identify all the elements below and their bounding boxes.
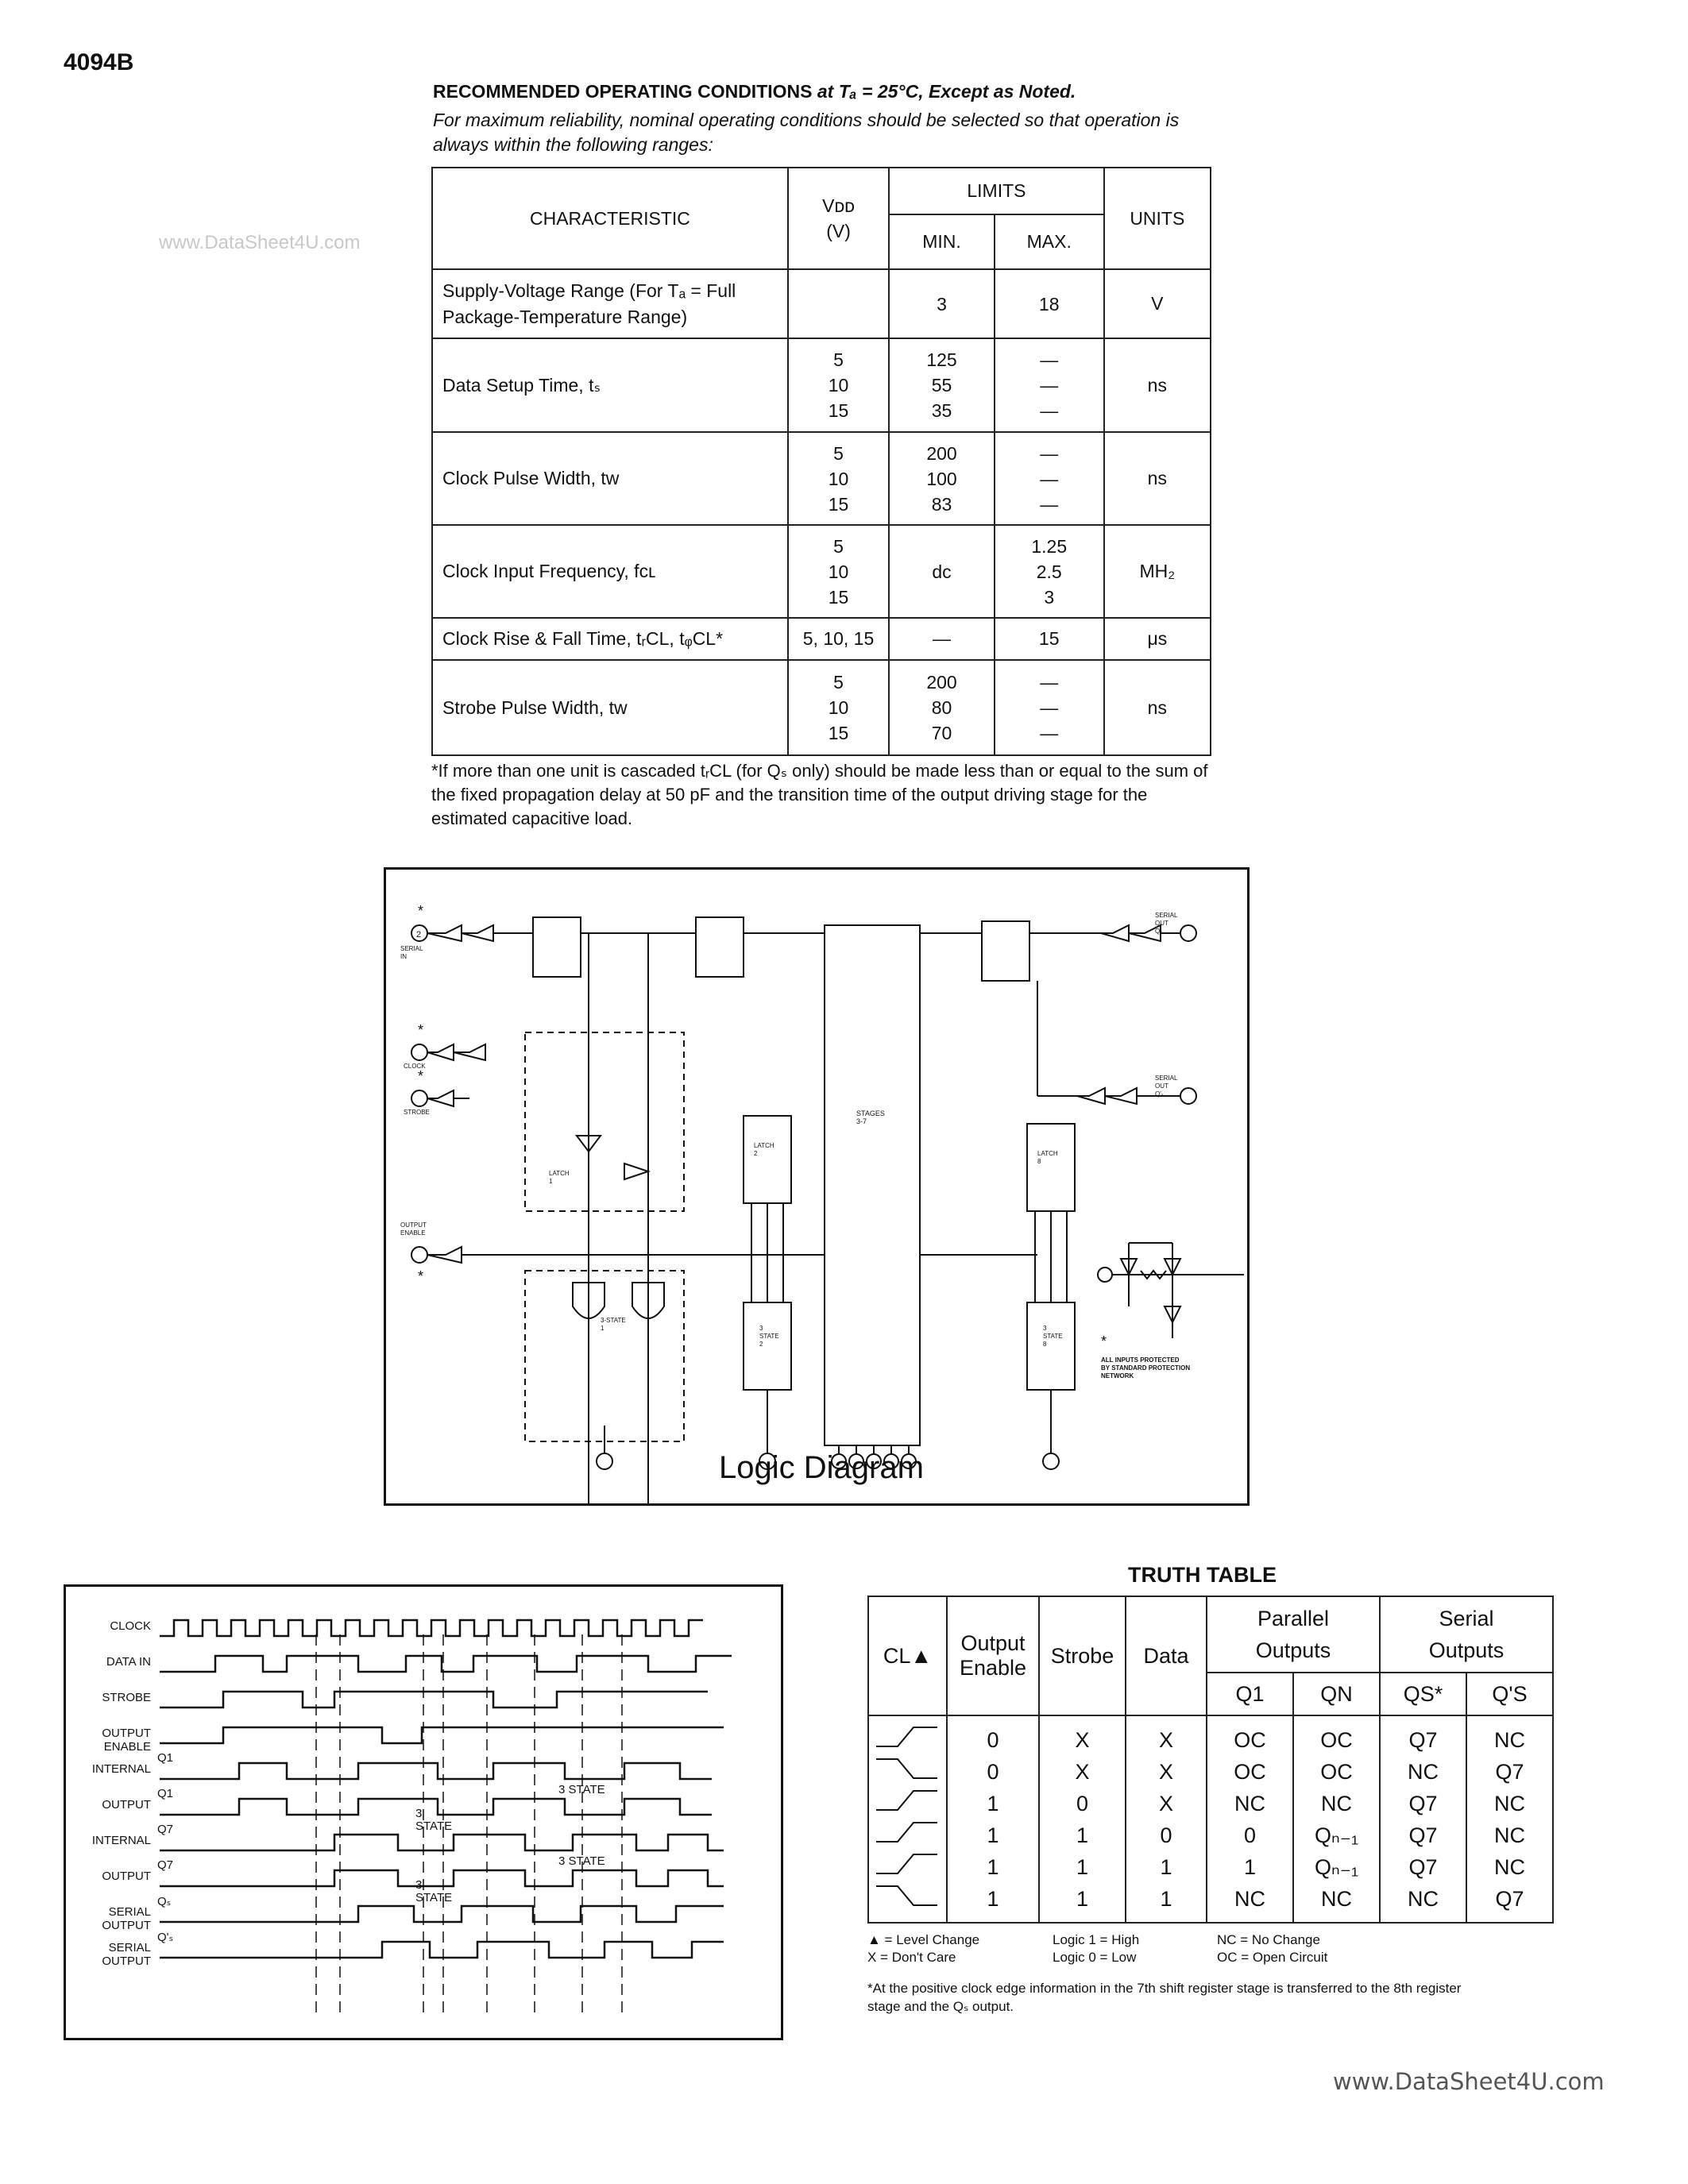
svg-text:OUTPUTENABLE: OUTPUT ENABLE (400, 1221, 427, 1237)
serial-out-label: SERIAL OUT Qₛ (1155, 912, 1178, 935)
op-units: V (1104, 269, 1211, 338)
header-characteristic: CHARACTERISTIC (432, 168, 788, 269)
timing-signal-sublabel: Q1 (157, 1787, 174, 1800)
tt-cell-oe: 1 (987, 1854, 999, 1879)
tt-cell-q-s: NC (1494, 1727, 1525, 1752)
op-row-clock-pulse (432, 432, 1211, 525)
tt-cell-data: 1 (1160, 1886, 1172, 1911)
op-units: ns (1104, 338, 1211, 432)
op-row-strobe-pulse (432, 660, 1211, 755)
op-characteristic: Clock Pulse Width, tᴡ (432, 432, 788, 525)
tt-cell-q1: 0 (1243, 1823, 1257, 1847)
header-vdd: Vᴅᴅ (V) (788, 168, 889, 269)
svg-text:LATCH1: LATCH 1 (549, 1170, 570, 1185)
rising-edge-icon (876, 1823, 937, 1842)
op-vdd (788, 269, 889, 338)
part-number: 4094B (64, 49, 134, 75)
pin-output-enable (411, 1247, 427, 1263)
tt-cell-q1: OC (1234, 1727, 1266, 1752)
pin-serial-out-qs (1180, 925, 1196, 941)
flipflop-2 (696, 917, 744, 977)
op-min: 200 80 70 (889, 660, 995, 755)
serial-out-buffers (1101, 925, 1161, 941)
protection-network (1098, 1243, 1244, 1338)
tt-cell-qs: Q7 (1408, 1791, 1438, 1815)
flipflop-1 (533, 917, 581, 977)
op-characteristic: Clock Input Frequency, fᴄʟ (432, 525, 788, 618)
logic-diagram (386, 870, 1247, 1503)
timing-signal-label: STROBE (102, 1691, 151, 1704)
timing-signal-label: OUTPUT (102, 1870, 151, 1883)
tt-header-output-enable: Output Enable (947, 1596, 1039, 1715)
conditions-title-bold: RECOMMENDED OPERATING CONDITIONS (433, 81, 813, 102)
op-vdd: 5 10 15 (788, 525, 889, 618)
op-units: MH₂ (1104, 525, 1211, 618)
protection-note: ALL INPUTS PROTECTED BY STANDARD PROTECTION NETWORK (1101, 1356, 1191, 1379)
operating-conditions-table (431, 167, 1211, 756)
pin-serial-out-q2 (1180, 1088, 1196, 1104)
tt-body (868, 1715, 1553, 1923)
tt-header-data: Data (1126, 1596, 1207, 1715)
op-vdd: 5 10 15 (788, 660, 889, 755)
svg-text:*: * (418, 1268, 424, 1284)
tt-cell-strobe: X (1075, 1759, 1090, 1784)
stages-3-7-block (825, 925, 920, 1445)
header-min: MIN. (889, 214, 995, 269)
timing-waveform (160, 1870, 724, 1886)
svg-text:*: * (418, 903, 424, 919)
pin-clock (411, 1044, 427, 1060)
svg-text:CLOCK: CLOCK (404, 1063, 426, 1070)
timing-waveform (160, 1656, 732, 1672)
tt-cell-qn: Qₙ₋₁ (1314, 1854, 1359, 1879)
tt-cell-oe: 0 (987, 1727, 999, 1752)
timing-waveform (160, 1727, 724, 1743)
svg-text:*: * (418, 1068, 424, 1084)
timing-signal-label: OUTPUT (102, 1798, 151, 1812)
op-min: — (889, 618, 995, 660)
tt-col-strobe (1039, 1715, 1126, 1923)
timing-signal-label: INTERNAL (91, 1834, 151, 1847)
svg-text:3STATE8: 3 STATE 8 (1043, 1325, 1063, 1348)
tt-cell-q-s: NC (1494, 1854, 1525, 1879)
tt-col-qn (1293, 1715, 1380, 1923)
tt-cell-data: X (1158, 1791, 1173, 1815)
op-max: 15 (995, 618, 1104, 660)
svg-text:2: 2 (416, 930, 422, 940)
tt-cell-qs: NC (1408, 1759, 1439, 1784)
op-min: dc (889, 525, 995, 618)
three-state-annotation: 3 STATE (415, 1807, 453, 1833)
op-min: 3 (889, 269, 995, 338)
op-units: ns (1104, 432, 1211, 525)
op-table-header-row (432, 168, 1211, 214)
conditions-title-suffix: at Tₐ = 25°C, Except as Noted. (812, 81, 1076, 102)
tt-cell-q1: NC (1234, 1886, 1265, 1911)
tt-cell-qn: OC (1320, 1759, 1353, 1784)
three-state-annotation: 3 STATE (558, 1854, 605, 1868)
header-limits: LIMITS (889, 168, 1103, 214)
3-state-8 (1027, 1302, 1075, 1390)
tt-cell-strobe: 1 (1076, 1854, 1089, 1879)
legend-no-change: NC = No Change (1217, 1932, 1320, 1947)
legend-logic0: Logic 0 = Low (1053, 1950, 1137, 1965)
stages-label: STAGES 3-7 (856, 1109, 885, 1125)
op-units: ns (1104, 660, 1211, 755)
tt-cell-oe: 1 (987, 1791, 999, 1815)
watermark-top: www.DataSheet4U.com (159, 232, 361, 253)
tt-cell-data: 0 (1160, 1823, 1172, 1847)
op-max: — — — (995, 660, 1104, 755)
truth-table-note: *At the positive clock edge information in the 7th shift register stage is transferred to the 8th register stage and the Qₛ output. (867, 1981, 1462, 2014)
3-state-2 (744, 1302, 791, 1390)
timing-signal-label: OUTPUT ENABLE (102, 1727, 151, 1754)
pin-q8 (1043, 1453, 1059, 1469)
op-row-clock-rise-fall (432, 618, 1211, 660)
timing-signal-sublabel: Q1 (157, 1751, 174, 1765)
svg-text:LATCH2: LATCH 2 (754, 1142, 774, 1157)
tt-cell-strobe: X (1075, 1727, 1090, 1752)
tt-cell-oe: 1 (987, 1886, 999, 1911)
tt-header-serial: Serial Outputs (1380, 1596, 1553, 1673)
svg-text:STROBE: STROBE (404, 1109, 430, 1116)
tt-cell-q-s: Q7 (1495, 1886, 1524, 1911)
rising-edge-icon (876, 1727, 937, 1746)
timing-signal-sublabel: Q'ₛ (157, 1931, 174, 1944)
tt-header-row (868, 1596, 1553, 1673)
timing-signal-sublabel: Q7 (157, 1858, 174, 1872)
svg-text:*: * (1101, 1333, 1107, 1349)
timing-waveform (160, 1835, 724, 1850)
logic-diagram-title: Logic Diagram (719, 1450, 924, 1485)
timing-signal-label: INTERNAL (91, 1762, 151, 1776)
pin-q1 (597, 1453, 612, 1469)
pin-serial-in (400, 903, 427, 960)
op-min: 125 55 35 (889, 338, 995, 432)
serial-in-label: SERIAL IN (400, 945, 423, 960)
op-min: 200 100 83 (889, 432, 995, 525)
header-units: UNITS (1104, 168, 1211, 269)
rising-edge-icon (876, 1854, 937, 1873)
tt-cell-strobe: 1 (1076, 1823, 1089, 1847)
tt-cell-q-s: Q7 (1495, 1759, 1524, 1784)
serial-in-buffers (427, 925, 493, 941)
tt-cell-oe: 1 (987, 1823, 999, 1847)
flipflop-8 (982, 921, 1029, 981)
conditions-title (433, 81, 1076, 102)
tt-cell-oe: 0 (987, 1759, 999, 1784)
tt-cell-qs: NC (1408, 1886, 1439, 1911)
tt-header-qn: QN (1293, 1673, 1380, 1715)
tt-cell-qn: OC (1320, 1727, 1353, 1752)
tt-cell-qn: NC (1321, 1886, 1352, 1911)
timing-waveform (160, 1692, 708, 1707)
tt-header-parallel: Parallel Outputs (1207, 1596, 1380, 1673)
op-max: 18 (995, 269, 1104, 338)
op-characteristic: Supply-Voltage Range (For Tₐ = Full Package-Temperature Range) (432, 269, 788, 338)
timing-diagram-frame (64, 1584, 783, 2040)
svg-text:LATCH8: LATCH 8 (1037, 1150, 1058, 1165)
clock-edge-icons (870, 1716, 945, 1916)
legend-open-circuit: OC = Open Circuit (1217, 1950, 1328, 1965)
logic-diagram-frame (384, 867, 1250, 1506)
op-table-footnote: *If more than one unit is cascaded tᵣCL (for Qₛ only) should be made less than or equal to the sum of the fixed propagation delay at 50 pF and the transition time of the output driving stage for the estimated capacitive load. (431, 761, 1208, 828)
tt-cell-data: X (1158, 1727, 1173, 1752)
op-row-data-setup (432, 338, 1211, 432)
tt-cell-qs: Q7 (1408, 1823, 1438, 1847)
legend-level-change: ▲ = Level Change (867, 1932, 980, 1947)
timing-signal-sublabel: Q7 (157, 1823, 174, 1836)
tt-cell-data: X (1158, 1759, 1173, 1784)
tt-cell-data: 1 (1160, 1854, 1172, 1879)
timing-signal-label: CLOCK (110, 1619, 151, 1633)
timing-waveform (160, 1763, 712, 1779)
tt-cell-q1: OC (1234, 1759, 1266, 1784)
header-max: MAX. (995, 214, 1104, 269)
tt-header-q-s: Q'S (1466, 1673, 1553, 1715)
three-state-annotation: 3 STATE (558, 1783, 605, 1796)
tt-header-qs: QS* (1380, 1673, 1466, 1715)
rising-edge-icon (876, 1791, 937, 1810)
watermark-bottom: www.DataSheet4U.com (1333, 2068, 1605, 2095)
falling-edge-icon (876, 1886, 937, 1905)
legend-dont-care: X = Don't Care (867, 1950, 956, 1965)
truth-table (867, 1596, 1554, 1924)
timing-diagram (66, 1587, 781, 2038)
tt-cell-q1: NC (1234, 1791, 1265, 1815)
op-max: — — — (995, 338, 1104, 432)
op-vdd: 5, 10, 15 (788, 618, 889, 660)
svg-text:3STATE2: 3 STATE 2 (759, 1325, 779, 1348)
timing-waveform (160, 1942, 724, 1958)
conditions-intro: For maximum reliability, nominal operating conditions should be selected so that operation is always within the following ranges: (433, 110, 1180, 155)
timing-signal-label: SERIAL OUTPUT (102, 1905, 151, 1932)
tt-col-qs (1380, 1715, 1466, 1923)
legend-logic1: Logic 1 = High (1053, 1932, 1140, 1947)
truth-table-title: TRUTH TABLE (1128, 1563, 1277, 1587)
timing-waveform (160, 1799, 712, 1815)
tt-cell-strobe: 0 (1076, 1791, 1089, 1815)
op-characteristic: Strobe Pulse Width, tᴡ (432, 660, 788, 755)
pin-strobe (411, 1090, 427, 1106)
tt-col-q-s (1466, 1715, 1553, 1923)
tt-cell-qn: Qₙ₋₁ (1314, 1823, 1359, 1847)
op-vdd: 5 10 15 (788, 338, 889, 432)
op-units: μs (1104, 618, 1211, 660)
tt-cell-strobe: 1 (1076, 1886, 1089, 1911)
tt-clock-edges (868, 1715, 947, 1923)
tt-cell-qs: Q7 (1408, 1727, 1438, 1752)
op-max: — — — (995, 432, 1104, 525)
op-row-supply-voltage (432, 269, 1211, 338)
latch-2 (744, 1116, 791, 1203)
tt-header-strobe: Strobe (1039, 1596, 1126, 1715)
tt-cell-qs: Q7 (1408, 1854, 1438, 1879)
timing-waveform (160, 1620, 703, 1636)
op-characteristic: Data Setup Time, tₛ (432, 338, 788, 432)
tt-col-oe (947, 1715, 1039, 1923)
tt-cell-qn: NC (1321, 1791, 1352, 1815)
op-max: 1.25 2.5 3 (995, 525, 1104, 618)
op-row-clock-frequency (432, 525, 1211, 618)
tt-col-data (1126, 1715, 1207, 1923)
latch-8 (1027, 1124, 1075, 1211)
tt-cell-q-s: NC (1494, 1791, 1525, 1815)
svg-text:3-STATE1: 3-STATE 1 (601, 1317, 626, 1332)
op-vdd: 5 10 15 (788, 432, 889, 525)
tt-col-q1 (1207, 1715, 1293, 1923)
svg-text:*: * (418, 1022, 424, 1038)
timing-signal-label: SERIAL OUTPUT (102, 1941, 151, 1968)
falling-edge-icon (876, 1759, 937, 1778)
tt-header-q1: Q1 (1207, 1673, 1293, 1715)
timing-signal-label: DATA IN (106, 1655, 151, 1669)
svg-text:SERIALOUTQ'ₛ: SERIAL OUT Q'ₛ (1155, 1075, 1178, 1098)
tt-header-cl: CL▲ (868, 1596, 947, 1715)
timing-waveform (160, 1906, 724, 1922)
op-characteristic: Clock Rise & Fall Time, tᵣCL, tᵩCL* (432, 618, 788, 660)
timing-signal-sublabel: Qₛ (157, 1895, 172, 1908)
tt-cell-q1: 1 (1243, 1854, 1257, 1879)
three-state-annotation: 3 STATE (415, 1878, 453, 1904)
tt-cell-q-s: NC (1494, 1823, 1525, 1847)
